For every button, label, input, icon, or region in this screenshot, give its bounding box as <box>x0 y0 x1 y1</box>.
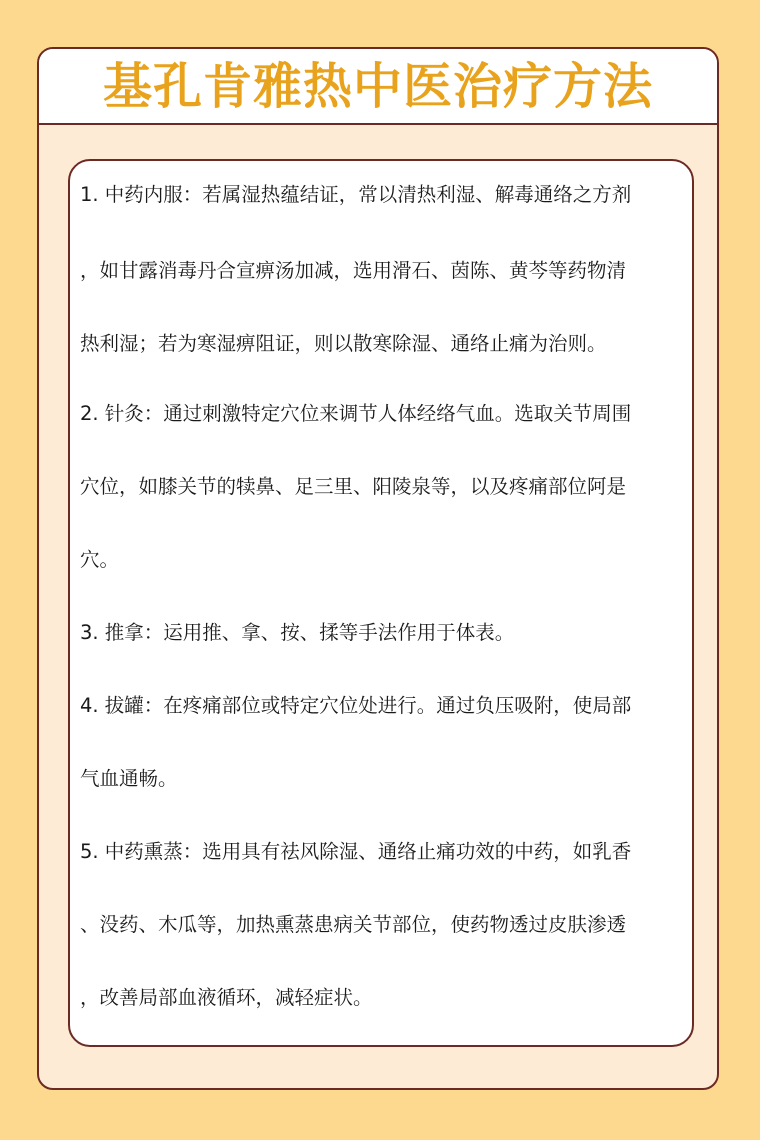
page-title: 基孔肯雅热中医治疗方法 <box>102 58 653 115</box>
text-line: 1. 中药内服：若属湿热蕴结证，常以清热利湿、解毒通络之方剂 <box>80 183 632 206</box>
text-line: 热利湿；若为寒湿痹阻证，则以散寒除湿、通络止痛为治则。 <box>80 332 607 355</box>
text-line: 穴。 <box>80 548 120 571</box>
text-line: 气血通畅。 <box>80 767 178 790</box>
text-line: 5. 中药熏蒸：选用具有祛风除湿、通络止痛功效的中药，如乳香 <box>80 840 632 863</box>
text-line: 4. 拔罐：在疼痛部位或特定穴位处进行。通过负压吸附，使局部 <box>80 694 632 717</box>
text-line: 3. 推拿：运用推、拿、按、揉等手法作用于体表。 <box>80 621 515 644</box>
text-line: 2. 针灸：通过刺激特定穴位来调节人体经络气血。选取关节周围 <box>80 402 632 425</box>
info-card <box>37 47 719 1090</box>
content-panel <box>68 159 694 1047</box>
text-line: 穴位，如膝关节的犊鼻、足三里、阳陵泉等，以及疼痛部位阿是 <box>80 475 627 498</box>
text-line: ，如甘露消毒丹合宣痹汤加减，选用滑石、茵陈、黄芩等药物清 <box>80 259 627 282</box>
text-line: ，改善局部血液循环，减轻症状。 <box>80 986 373 1009</box>
text-line: 、没药、木瓜等，加热熏蒸患病关节部位，使药物透过皮肤渗透 <box>80 913 627 936</box>
title-header <box>39 49 717 125</box>
